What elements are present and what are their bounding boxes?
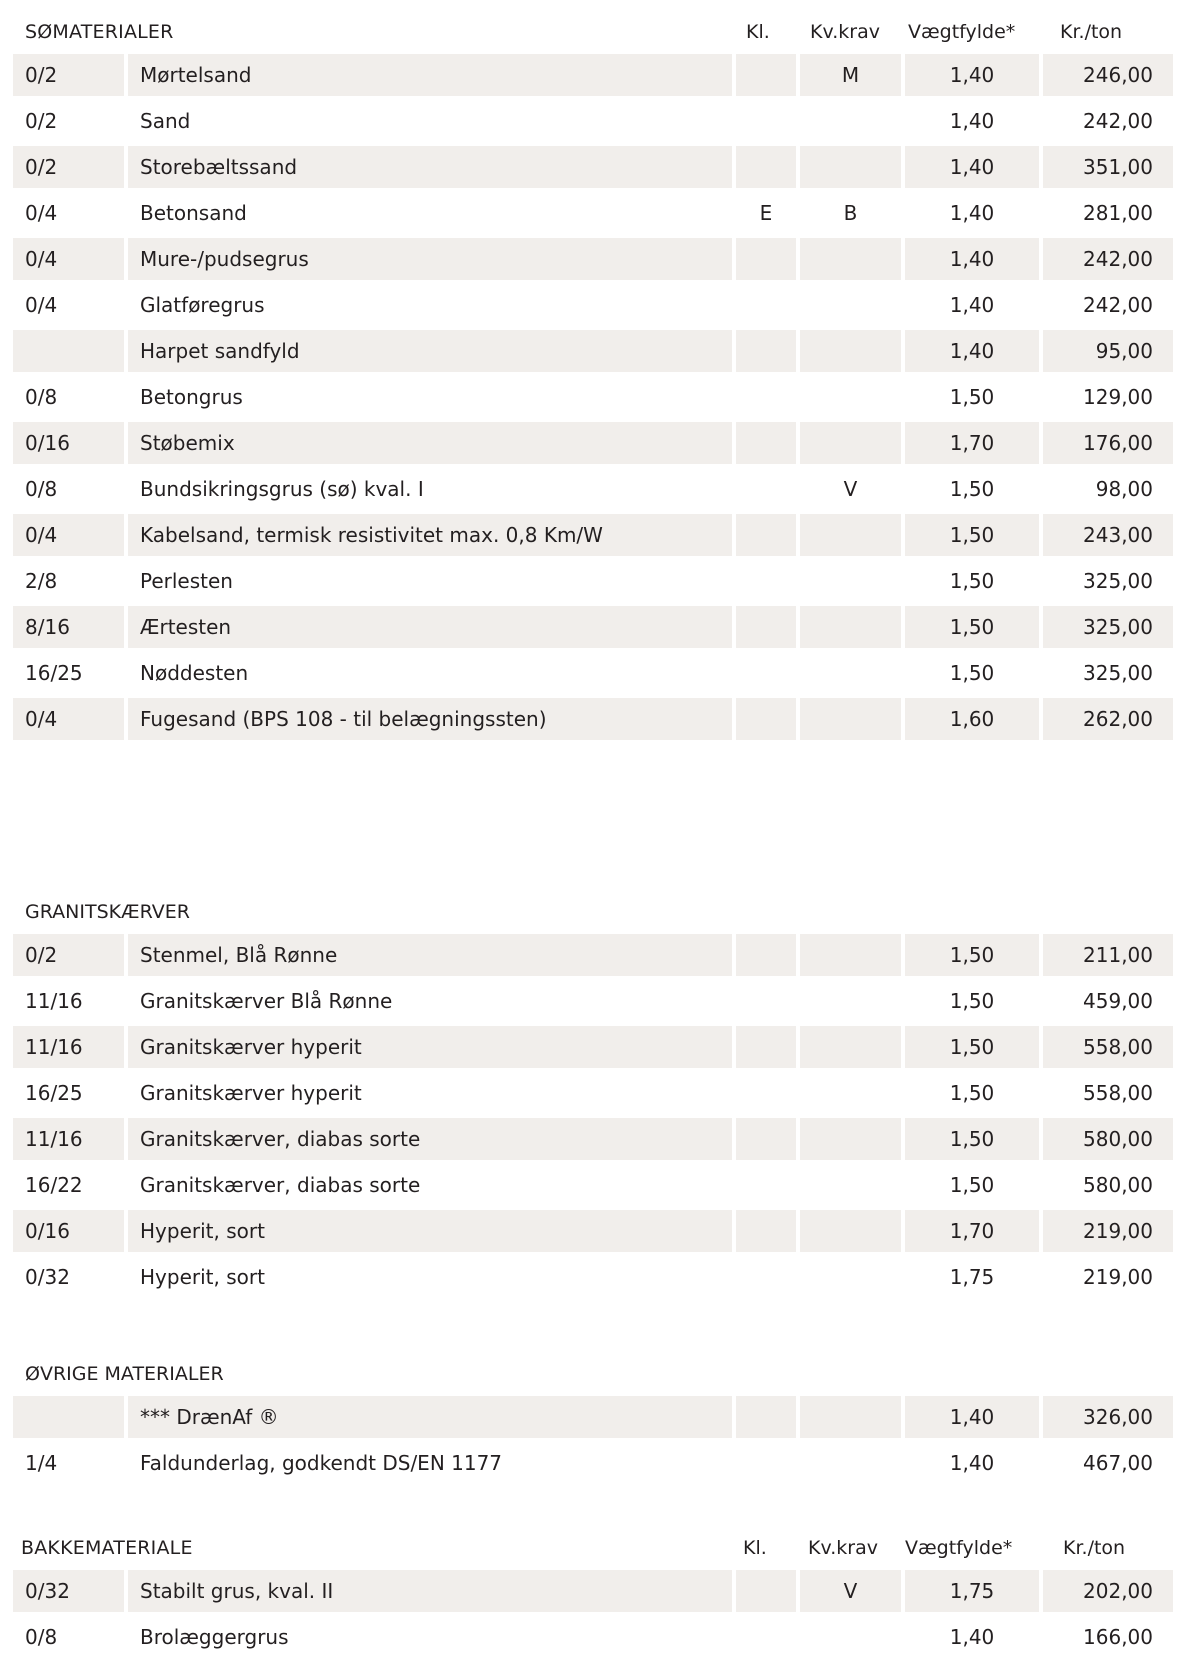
- vaegtfylde-cell: 1,40: [905, 54, 1039, 96]
- material-name-cell: Granitskærver, diabas sorte: [128, 1118, 732, 1160]
- vaegtfylde-cell: 1,50: [949, 989, 995, 1013]
- price-cell: 262,00: [1043, 698, 1173, 740]
- fraction-cell: 11/16: [13, 1026, 124, 1068]
- kvkrav-cell: [800, 284, 901, 326]
- material-name-cell: Betongrus: [140, 385, 243, 409]
- fraction-cell: 0/2: [25, 109, 58, 133]
- price-cell: 326,00: [1043, 1396, 1173, 1438]
- table-row: [13, 236, 1173, 282]
- price-cell: 95,00: [1043, 330, 1173, 372]
- vaegtfylde-cell: 1,50: [949, 1081, 995, 1105]
- material-name-cell: Støbemix: [128, 422, 732, 464]
- section-title: SØMATERIALER: [25, 21, 174, 43]
- table-row: [13, 98, 1173, 144]
- table-row: [13, 978, 1173, 1024]
- kl-cell: [736, 1118, 796, 1160]
- kl-cell: [736, 1026, 796, 1068]
- kl-cell: [736, 1164, 796, 1206]
- table-row: [13, 1208, 1173, 1254]
- kvkrav-cell: [800, 698, 901, 740]
- header-row: [13, 1528, 1173, 1568]
- kl-cell: [736, 1210, 796, 1252]
- material-name-cell: Kabelsand, termisk resistivitet max. 0,8 Km/W: [128, 514, 732, 556]
- material-name-cell: Mure-/pudsegrus: [128, 238, 732, 280]
- kvkrav-cell: [800, 238, 901, 280]
- material-name-cell: Mørtelsand: [128, 54, 732, 96]
- kvkrav-cell: [800, 1616, 901, 1658]
- price-cell: 242,00: [1083, 109, 1153, 133]
- vaegtfylde-cell: 1,50: [949, 661, 995, 685]
- table-row: [13, 1116, 1173, 1162]
- table-row: [13, 1614, 1173, 1660]
- material-name-cell: Granitskærver, diabas sorte: [140, 1173, 421, 1197]
- column-header-kvkrav: Kv.krav: [808, 1537, 878, 1559]
- table-row: [13, 932, 1173, 978]
- table-row: [13, 466, 1173, 512]
- fraction-cell: 0/8: [25, 477, 58, 501]
- kvkrav-cell: [800, 330, 901, 372]
- table-row: [13, 374, 1173, 420]
- material-name-cell: Granitskærver hyperit: [128, 1026, 732, 1068]
- fraction-cell: 11/16: [13, 1118, 124, 1160]
- material-name-cell: Nøddesten: [140, 661, 249, 685]
- price-cell: 281,00: [1083, 201, 1153, 225]
- table-row: [13, 1254, 1173, 1300]
- material-name-cell: Harpet sandfyld: [128, 330, 732, 372]
- kl-cell: [736, 934, 796, 976]
- table-row: [13, 1162, 1173, 1208]
- kvkrav-cell: [800, 652, 901, 694]
- kvkrav-cell: [800, 1442, 901, 1484]
- material-name-cell: Fugesand (BPS 108 - til belægningssten): [128, 698, 732, 740]
- kvkrav-cell: [800, 146, 901, 188]
- vaegtfylde-cell: 1,75: [905, 1570, 1039, 1612]
- material-name-cell: Granitskærver hyperit: [140, 1081, 362, 1105]
- kvkrav-cell: [800, 1072, 901, 1114]
- kl-cell: [736, 284, 796, 326]
- price-cell: 246,00: [1043, 54, 1173, 96]
- kl-cell: [736, 980, 796, 1022]
- price-cell: 467,00: [1083, 1451, 1153, 1475]
- kl-cell: [736, 1570, 796, 1612]
- section-bakkemateriale: [13, 1528, 1173, 1660]
- price-cell: 242,00: [1083, 293, 1153, 317]
- material-name-cell: Sand: [140, 109, 191, 133]
- kvkrav-cell: B: [843, 201, 858, 225]
- kl-cell: [736, 100, 796, 142]
- price-cell: 166,00: [1083, 1625, 1153, 1649]
- material-name-cell: Granitskærver Blå Rønne: [140, 989, 393, 1013]
- table-row: [13, 1024, 1173, 1070]
- price-cell: 202,00: [1043, 1570, 1173, 1612]
- kl-cell: [736, 468, 796, 510]
- table-row: [13, 1440, 1173, 1486]
- kl-cell: [736, 376, 796, 418]
- column-header-vaegtfylde: Vægtfylde*: [905, 1537, 1013, 1559]
- kvkrav-cell: [800, 1210, 901, 1252]
- kl-cell: [736, 652, 796, 694]
- kl-cell: [736, 514, 796, 556]
- fraction-cell: 11/16: [25, 989, 83, 1013]
- material-name-cell: *** DrænAf ®: [128, 1396, 732, 1438]
- kvkrav-cell: [800, 606, 901, 648]
- fraction-cell: 0/32: [13, 1570, 124, 1612]
- header-row: [13, 12, 1173, 52]
- vaegtfylde-cell: 1,60: [905, 698, 1039, 740]
- fraction-cell: 0/4: [25, 293, 58, 317]
- table-row: [13, 144, 1173, 190]
- price-cell: 459,00: [1083, 989, 1153, 1013]
- fraction-cell: 2/8: [25, 569, 58, 593]
- kl-cell: [736, 606, 796, 648]
- price-cell: 325,00: [1083, 661, 1153, 685]
- vaegtfylde-cell: 1,50: [905, 934, 1039, 976]
- column-header-kl: Kl.: [746, 21, 770, 43]
- fraction-cell: 0/4: [13, 238, 124, 280]
- kl-cell: [736, 1616, 796, 1658]
- material-name-cell: Storebæltssand: [128, 146, 732, 188]
- fraction-cell: 0/2: [13, 934, 124, 976]
- price-cell: 558,00: [1043, 1026, 1173, 1068]
- vaegtfylde-cell: 1,40: [949, 1451, 995, 1475]
- vaegtfylde-cell: 1,40: [949, 293, 995, 317]
- table-row: [13, 1394, 1173, 1440]
- column-header-kvkrav: Kv.krav: [810, 21, 880, 43]
- column-header-pris: Kr./ton: [1060, 21, 1123, 43]
- price-cell: 129,00: [1083, 385, 1153, 409]
- fraction-cell: 0/4: [25, 201, 58, 225]
- kvkrav-cell: [800, 376, 901, 418]
- fraction-cell: 0/4: [13, 514, 124, 556]
- vaegtfylde-cell: 1,50: [949, 569, 995, 593]
- fraction-cell: 16/25: [25, 661, 83, 685]
- kvkrav-cell: [800, 100, 901, 142]
- kl-cell: [736, 330, 796, 372]
- kvkrav-cell: [800, 980, 901, 1022]
- price-cell: 242,00: [1043, 238, 1173, 280]
- table-row: [13, 604, 1173, 650]
- table-row: [13, 1568, 1173, 1614]
- fraction-cell: 8/16: [13, 606, 124, 648]
- table-row: [13, 52, 1173, 98]
- column-header-pris: Kr./ton: [1063, 1537, 1126, 1559]
- table-row: [13, 696, 1173, 742]
- vaegtfylde-cell: 1,50: [905, 606, 1039, 648]
- table-body: [13, 52, 1173, 742]
- kvkrav-cell: [800, 1256, 901, 1298]
- kl-cell: [736, 1442, 796, 1484]
- table-body: [13, 1394, 1173, 1486]
- price-cell: 176,00: [1043, 422, 1173, 464]
- material-name-cell: Hyperit, sort: [128, 1210, 732, 1252]
- fraction-cell: 0/16: [13, 422, 124, 464]
- price-cell: 580,00: [1043, 1118, 1173, 1160]
- vaegtfylde-cell: 1,50: [905, 1026, 1039, 1068]
- price-cell: 219,00: [1043, 1210, 1173, 1252]
- section-somaterialer: [13, 12, 1173, 742]
- material-name-cell: Betonsand: [140, 201, 247, 225]
- price-cell: 98,00: [1095, 477, 1153, 501]
- table-row: [13, 1070, 1173, 1116]
- vaegtfylde-cell: 1,70: [905, 422, 1039, 464]
- vaegtfylde-cell: 1,40: [949, 1625, 995, 1649]
- section-granitskaerver: [13, 892, 1173, 1300]
- kvkrav-cell: [800, 1164, 901, 1206]
- material-name-cell: Hyperit, sort: [140, 1265, 265, 1289]
- vaegtfylde-cell: 1,40: [949, 201, 995, 225]
- material-name-cell: Stabilt grus, kval. II: [128, 1570, 732, 1612]
- table-row: [13, 282, 1173, 328]
- table-row: [13, 558, 1173, 604]
- column-header-kl: Kl.: [743, 1537, 767, 1559]
- price-cell: 219,00: [1083, 1265, 1153, 1289]
- fraction-cell: 0/32: [25, 1265, 70, 1289]
- fraction-cell: 0/8: [25, 385, 58, 409]
- fraction-cell: 0/8: [25, 1625, 58, 1649]
- fraction-cell: 1/4: [25, 1451, 58, 1475]
- kl-cell: [736, 238, 796, 280]
- vaegtfylde-cell: 1,40: [905, 238, 1039, 280]
- fraction-cell: 16/25: [25, 1081, 83, 1105]
- material-name-cell: Glatføregrus: [140, 293, 265, 317]
- material-name-cell: Perlesten: [140, 569, 233, 593]
- material-name-cell: Brolæggergrus: [140, 1625, 289, 1649]
- vaegtfylde-cell: 1,50: [905, 1118, 1039, 1160]
- section-title: GRANITSKÆRVER: [25, 901, 190, 923]
- material-name-cell: Bundsikringsgrus (sø) kval. I: [140, 477, 424, 501]
- kvkrav-cell: V: [843, 477, 858, 501]
- material-name-cell: Faldunderlag, godkendt DS/EN 1177: [140, 1451, 503, 1475]
- fraction-cell: 16/22: [25, 1173, 83, 1197]
- table-row: [13, 650, 1173, 696]
- vaegtfylde-cell: 1,40: [905, 1396, 1039, 1438]
- section-ovrige: [13, 1354, 1173, 1486]
- price-cell: 580,00: [1083, 1173, 1153, 1197]
- kvkrav-cell: [800, 514, 901, 556]
- table-row: [13, 190, 1173, 236]
- fraction-cell: 0/2: [13, 54, 124, 96]
- price-cell: 211,00: [1043, 934, 1173, 976]
- kl-cell: [736, 422, 796, 464]
- table-row: [13, 512, 1173, 558]
- kvkrav-cell: [800, 1118, 901, 1160]
- material-name-cell: Stenmel, Blå Rønne: [128, 934, 732, 976]
- kvkrav-cell: V: [800, 1570, 901, 1612]
- fraction-cell: [13, 330, 124, 372]
- kl-cell: [736, 560, 796, 602]
- fraction-cell: 0/2: [13, 146, 124, 188]
- fraction-cell: [13, 1396, 124, 1438]
- table-row: [13, 328, 1173, 374]
- vaegtfylde-cell: 1,40: [905, 146, 1039, 188]
- kvkrav-cell: [800, 934, 901, 976]
- section-title: BAKKEMATERIALE: [21, 1537, 193, 1559]
- price-cell: 243,00: [1043, 514, 1173, 556]
- section-title: ØVRIGE MATERIALER: [25, 1363, 224, 1385]
- table-body: [13, 932, 1173, 1300]
- vaegtfylde-cell: 1,50: [949, 385, 995, 409]
- kl-cell: [736, 1072, 796, 1114]
- table-row: [13, 420, 1173, 466]
- kl-cell: E: [759, 201, 773, 225]
- material-name-cell: Ærtesten: [128, 606, 732, 648]
- fraction-cell: 0/4: [13, 698, 124, 740]
- vaegtfylde-cell: 1,50: [905, 514, 1039, 556]
- vaegtfylde-cell: 1,50: [949, 477, 995, 501]
- kl-cell: [736, 1256, 796, 1298]
- kvkrav-cell: M: [800, 54, 901, 96]
- price-cell: 325,00: [1043, 606, 1173, 648]
- kl-cell: [736, 146, 796, 188]
- table-body: [13, 1568, 1173, 1660]
- vaegtfylde-cell: 1,70: [905, 1210, 1039, 1252]
- price-cell: 351,00: [1043, 146, 1173, 188]
- price-cell: 325,00: [1083, 569, 1153, 593]
- vaegtfylde-cell: 1,50: [949, 1173, 995, 1197]
- kvkrav-cell: [800, 1396, 901, 1438]
- kvkrav-cell: [800, 560, 901, 602]
- fraction-cell: 0/16: [13, 1210, 124, 1252]
- vaegtfylde-cell: 1,40: [905, 330, 1039, 372]
- kl-cell: [736, 54, 796, 96]
- vaegtfylde-cell: 1,75: [949, 1265, 995, 1289]
- kl-cell: [736, 1396, 796, 1438]
- price-cell: 558,00: [1083, 1081, 1153, 1105]
- kvkrav-cell: [800, 422, 901, 464]
- kvkrav-cell: [800, 1026, 901, 1068]
- vaegtfylde-cell: 1,40: [949, 109, 995, 133]
- column-header-vaegtfylde: Vægtfylde*: [908, 21, 1016, 43]
- kl-cell: [736, 698, 796, 740]
